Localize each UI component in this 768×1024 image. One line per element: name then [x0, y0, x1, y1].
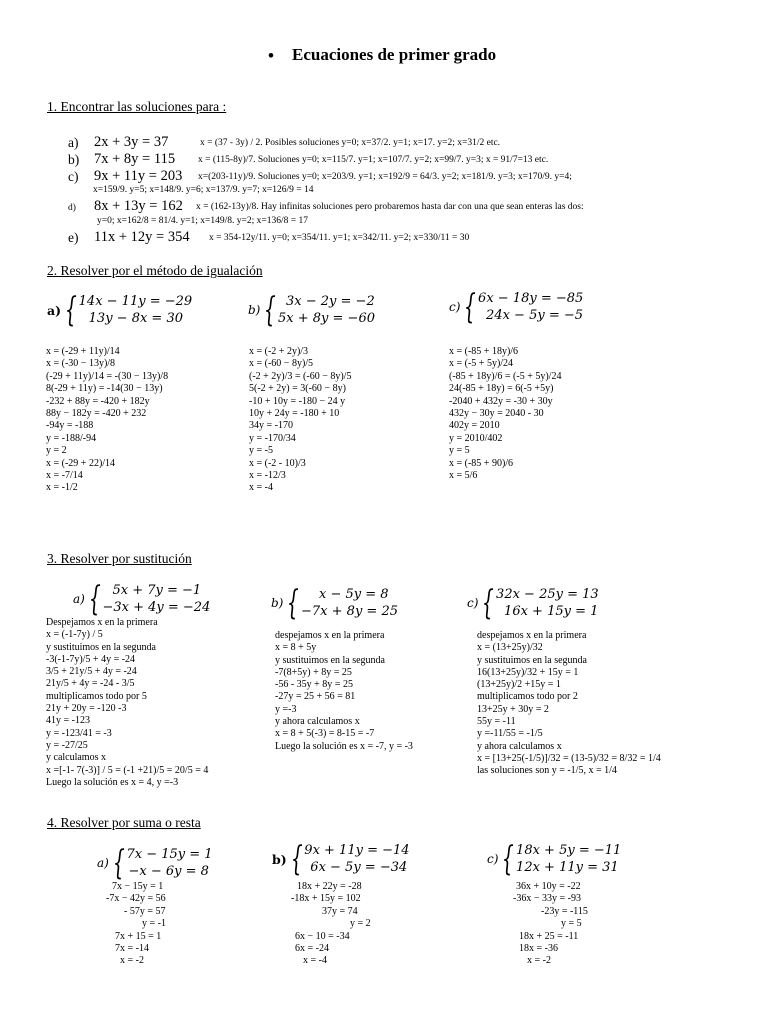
s3-system-c — [467, 583, 599, 623]
s2-solution-b — [249, 346, 351, 495]
s1-note-a: x = (37 - 3y) / 2. Posibles soluciones y=0; x=37/2. y=1; x=17. y=2; x=31/2 etc. — [200, 138, 501, 148]
left-brace-icon: { — [88, 579, 101, 619]
solution-line: -27y = 25 + 56 = 81 — [275, 691, 356, 703]
s2-a-eq1: 14x − 11y = −29 — [78, 294, 193, 309]
section-3-heading: 3. Resolver por sustitución — [47, 551, 192, 566]
solution-line: (-29 + 11y)/14 = -(30 − 13y)/8 — [46, 370, 169, 382]
solution-line: y = 5 — [449, 445, 470, 457]
solution-line: 21y/5 + 4y = -24 - 3/5 — [46, 678, 135, 690]
left-brace-icon: { — [464, 287, 477, 327]
solution-line: despejamos x en la primera — [275, 630, 385, 641]
solution-line: 7x + 15 = 1 — [115, 930, 162, 942]
s2-system-c-label: c) — [449, 300, 461, 314]
solution-line: x = (13+25y)/32 — [477, 642, 543, 654]
solution-line: x = 5/6 — [449, 470, 478, 482]
title-bullet: • — [268, 46, 274, 65]
solution-line: y sustituimos en la segunda — [275, 654, 385, 666]
s1-note-d-cont: y=0; x=162/8 = 81/4. y=1; x=149/8. y=2; x=136/8 = 17 — [97, 216, 308, 226]
solution-line: x = 8 + 5(-3) = 8-15 = -7 — [275, 728, 375, 740]
s1-note-c: x=(203-11y)/9. Soluciones y=0; x=203/9. y=1; x=192/9 = 64/3. y=2; x=181/9. y=3; x=170/9. y=4; — [198, 172, 572, 182]
s4-system-a-label: a) — [97, 856, 109, 870]
solution-line: 21y + 20y = -120 -3 — [46, 703, 127, 715]
solution-line: -10 + 10y = -180 − 24 y — [249, 395, 346, 407]
page-title: Ecuaciones de primer grado — [292, 45, 497, 64]
solution-line: 88y − 182y = -420 + 232 — [46, 408, 147, 420]
solution-line: 432y − 30y = 2040 - 30 — [449, 408, 544, 420]
left-brace-icon: { — [482, 583, 495, 623]
solution-line: multiplicamos todo por 2 — [477, 691, 578, 703]
solution-line: x = -12/3 — [249, 470, 286, 482]
solution-line: y =-11/55 = -1/5 — [477, 728, 543, 740]
solution-line: y = 2 — [350, 918, 371, 930]
solution-line: y calculamos x — [46, 752, 106, 764]
solution-line: x = -2 — [120, 955, 144, 967]
s4-system-c — [487, 839, 622, 879]
s3-c-eq2: 16x + 15y = 1 — [504, 604, 599, 619]
s3-solution-a — [46, 617, 208, 789]
s1-label-c: c) — [68, 169, 79, 184]
solution-line: x = (-30 − 13y)/8 — [46, 358, 116, 370]
solution-line: y ahora calculamos x — [477, 740, 562, 752]
solution-line: x = -4 — [303, 955, 327, 967]
solution-line: 5(-2 + 2y) = 3(-60 − 8y) — [249, 383, 346, 395]
s3-system-b — [271, 583, 398, 623]
s4-c-eq1: 18x + 5y = −11 — [516, 843, 622, 858]
solution-line: despejamos x en la primera — [477, 630, 587, 641]
solution-line: -7x − 42y = 56 — [106, 893, 166, 905]
solution-line: 7x = -14 — [115, 943, 149, 955]
solution-line: 3/5 + 21y/5 + 4y = -24 — [46, 666, 137, 678]
solution-line: 16(13+25y)/32 + 15y = 1 — [477, 666, 579, 678]
s4-solution-a — [106, 881, 166, 968]
s1-equation-d: 8x + 13y = 162 — [94, 198, 183, 214]
solution-line: x = (-29 + 22)/14 — [46, 457, 116, 469]
s2-b-eq2: 5x + 8y = −60 — [278, 311, 375, 326]
solution-line: 55y = -11 — [477, 716, 516, 728]
s3-b-eq1: x − 5y = 8 — [319, 587, 389, 602]
solution-line: 41y = -123 — [46, 715, 90, 727]
solution-line: (-85 + 18y)/6 = (-5 + 5y)/24 — [449, 370, 562, 382]
s4-c-eq2: 12x + 11y = 31 — [516, 860, 619, 875]
solution-line: x = -7/14 — [46, 470, 83, 482]
solution-line: y = 2 — [46, 445, 67, 457]
solution-line: -232 + 88y = -420 + 182y — [46, 395, 150, 407]
solution-line: multiplicamos todo por 5 — [46, 690, 147, 702]
solution-line: y sustituimos en la segunda — [477, 654, 587, 666]
section-4-heading: 4. Resolver por suma o resta — [47, 815, 201, 830]
s3-a-eq1: 5x + 7y = −1 — [112, 583, 202, 598]
s2-system-b-label: b) — [248, 303, 261, 317]
solution-line: -94y = -188 — [46, 420, 94, 432]
solution-line: x = (-29 + 11y)/14 — [46, 346, 120, 357]
left-brace-icon: { — [287, 583, 300, 623]
solution-line: las soluciones son y = -1/5, x = 1/4 — [477, 765, 617, 777]
s2-a-eq2: 13y − 8x = 30 — [88, 311, 184, 326]
solution-line: x = -1/2 — [46, 482, 78, 494]
solution-line: y = 2010/402 — [449, 432, 503, 444]
solution-line: y = -5 — [249, 445, 273, 457]
s2-solution-c — [449, 346, 561, 482]
s1-label-e: e) — [68, 230, 79, 245]
solution-line: x =[-1- 7(-3)] / 5 = (-1 +21)/5 = 20/5 = 4 — [46, 764, 209, 776]
solution-line: Luego la solución es x = 4, y =-3 — [46, 776, 179, 788]
solution-line: -3(-1-7y)/5 + 4y = -24 — [46, 653, 136, 665]
solution-line: x = (-2 + 2y)/3 — [249, 346, 309, 357]
left-brace-icon: { — [264, 290, 277, 330]
left-brace-icon: { — [112, 843, 125, 883]
s3-solution-b — [275, 630, 413, 753]
solution-line: x = (-60 − 8y)/5 — [249, 358, 314, 370]
left-brace-icon: { — [502, 839, 515, 879]
solution-line: x = (-85 + 90)/6 — [449, 457, 514, 469]
s3-system-c-label: c) — [467, 596, 479, 610]
solution-line: -56 - 35y + 8y = 25 — [275, 679, 353, 691]
solution-line: Luego la solución es x = -7, y = -3 — [275, 740, 413, 752]
s4-b-eq1: 9x + 11y = −14 — [304, 843, 410, 858]
solution-line: -23y = -115 — [541, 905, 588, 917]
s4-solution-b — [291, 881, 371, 968]
solution-line: x = [13+25(-1/5)]/32 = (13-5)/32 = 8/32 = 1/4 — [477, 752, 661, 764]
solution-line: 7x − 15y = 1 — [112, 881, 164, 892]
solution-line: 6x = -24 — [295, 943, 329, 955]
solution-line: x = -2 — [527, 955, 551, 967]
s1-label-a: a) — [68, 135, 79, 150]
solution-line: (13+25y)/2 +15y = 1 — [477, 679, 561, 691]
solution-line: x = 8 + 5y — [275, 642, 317, 654]
s3-a-eq2: −3x + 4y = −24 — [102, 600, 211, 615]
solution-line: -36x − 33y = -93 — [513, 893, 581, 905]
solution-line: -2040 + 432y = -30 + 30y — [449, 395, 553, 407]
s2-system-a-label: a) — [47, 302, 62, 318]
s1-note-b: x = (115-8y)/7. Soluciones y=0; x=115/7. y=1; x=107/7. y=2; x=99/7. y=3; x = 91/7=13 etc. — [198, 155, 549, 165]
solution-line: y = -188/-94 — [46, 432, 97, 444]
section-2-heading: 2. Resolver por el método de igualación — [47, 263, 263, 278]
solution-line: y =-3 — [275, 703, 297, 715]
s4-a-eq1: 7x − 15y = 1 — [126, 847, 213, 862]
solution-line: 8(-29 + 11y) = -14(30 − 13y) — [46, 383, 163, 395]
solution-line: Despejamos x en la primera — [46, 617, 158, 628]
s1-equation-a: 2x + 3y = 37 — [94, 134, 169, 150]
solution-line: -7(8+5y) + 8y = 25 — [275, 666, 352, 678]
solution-line: 10y + 24y = -180 + 10 — [249, 408, 340, 420]
solution-line: 6x − 10 = -34 — [295, 930, 350, 942]
s1-equation-c: 9x + 11y = 203 — [94, 168, 183, 184]
s1-equation-e: 11x + 12y = 354 — [94, 229, 190, 245]
s1-note-d: x = (162-13y)/8. Hay infinitas soluciones pero probaremos hasta dar con una que sean enteras las dos: — [196, 202, 584, 212]
solution-line: x = (-5 + 5y)/24 — [449, 358, 514, 370]
solution-line: y = -123/41 = -3 — [46, 727, 112, 739]
s4-solution-c — [511, 881, 588, 968]
s3-solution-c — [477, 630, 661, 778]
solution-line: y = -170/34 — [249, 432, 296, 444]
solution-line: 24(-85 + 18y) = 6(-5 +5y) — [449, 383, 554, 395]
solution-line: x = -4 — [249, 482, 273, 494]
s2-b-eq1: 3x − 2y = −2 — [286, 294, 375, 309]
s3-b-eq2: −7x + 8y = 25 — [301, 604, 398, 619]
s2-c-eq2: 24x − 5y = −5 — [486, 308, 584, 323]
s1-equation-b: 7x + 8y = 115 — [94, 151, 176, 167]
s4-system-c-label: c) — [487, 852, 499, 866]
solution-line: 18x = -36 — [519, 943, 558, 955]
solution-line: y sustituimos en la segunda — [46, 641, 156, 653]
s4-system-b-label: b) — [272, 851, 287, 867]
s3-system-a — [73, 579, 211, 619]
solution-line: (-2 + 2y)/3 = (-60 − 8y)/5 — [249, 370, 352, 382]
s3-system-b-label: b) — [271, 596, 284, 610]
solution-line: y = 5 — [561, 918, 582, 930]
s2-system-c — [449, 287, 584, 327]
solution-line: y = -27/25 — [46, 739, 88, 751]
s2-c-eq1: 6x − 18y = −85 — [478, 291, 584, 306]
solution-line: 402y = 2010 — [449, 420, 500, 432]
s4-system-a — [97, 843, 213, 883]
s4-system-b — [272, 839, 410, 879]
s2-system-a — [47, 290, 193, 330]
left-brace-icon: { — [290, 839, 303, 879]
solution-line: x = (-85 + 18y)/6 — [449, 346, 519, 357]
solution-line: 18x + 22y = -28 — [297, 881, 362, 892]
s1-label-b: b) — [68, 152, 80, 167]
solution-line: y ahora calculamos x — [275, 716, 360, 728]
solution-line: 34y = -170 — [249, 420, 293, 432]
solution-line: x = (-2 - 10)/3 — [249, 457, 306, 469]
solution-line: 37y = 74 — [322, 905, 358, 917]
solution-line: -18x + 15y = 102 — [291, 893, 361, 905]
s3-system-a-label: a) — [73, 592, 85, 606]
section-1-heading: 1. Encontrar las soluciones para : — [47, 99, 227, 114]
left-brace-icon: { — [64, 290, 77, 330]
s1-note-c-cont: x=159/9. y=5; x=148/9. y=6; x=137/9. y=7; x=126/9 = 14 — [93, 185, 314, 195]
s2-system-b — [248, 290, 375, 330]
solution-line: 13+25y + 30y = 2 — [477, 703, 549, 715]
solution-line: 18x + 25 = -11 — [519, 930, 579, 942]
s4-a-eq2: −x − 6y = 8 — [128, 864, 209, 879]
solution-line: 36x + 10y = -22 — [516, 881, 581, 892]
s3-c-eq1: 32x − 25y = 13 — [496, 587, 599, 602]
s1-label-d: d) — [68, 203, 76, 213]
solution-line: - 57y = 57 — [124, 905, 166, 917]
s4-b-eq2: 6x − 5y = −34 — [310, 860, 408, 875]
solution-line: y = -1 — [142, 918, 166, 930]
s2-solution-a — [46, 346, 168, 495]
s1-note-e: x = 354-12y/11. y=0; x=354/11. y=1; x=342/11. y=2; x=330/11 = 30 — [209, 233, 470, 243]
solution-line: x = (-1-7y) / 5 — [46, 629, 103, 641]
